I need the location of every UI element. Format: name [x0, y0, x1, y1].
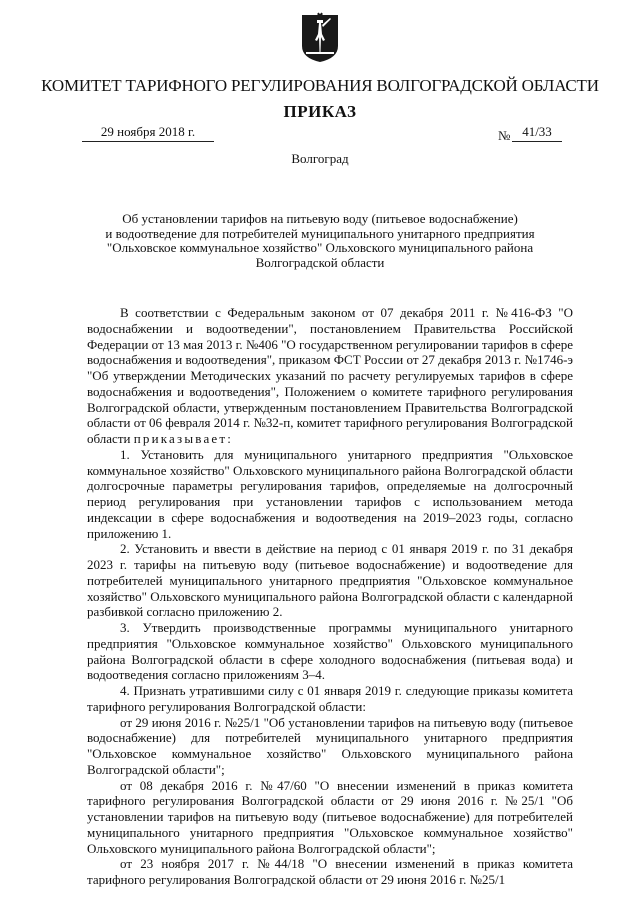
- order-number: 41/33: [512, 124, 562, 142]
- repealed-order-1: от 29 июня 2016 г. №25/1 "Об установлении тарифов на питьевую воду (питьевое водоснабжение) для потребителей муниципального унитарного предприятия "Ольховское коммунальное хозяйство" Ольховского муниципального района Волгоградской области";: [87, 714, 573, 777]
- subject-line: "Ольховское коммунальное хозяйство" Ольховского муниципального района: [106, 240, 534, 256]
- subject-line: и водоотведение для потребителей муниципального унитарного предприятия: [105, 225, 535, 241]
- committee-name: КОМИТЕТ ТАРИФНОГО РЕГУЛИРОВАНИЯ ВОЛГОГРАДСКОЙ ОБЛАСТИ: [41, 76, 599, 95]
- subject-line: Об установлении тарифов на питьевую воду (питьевое водоснабжение): [122, 211, 518, 226]
- body-paragraph-3: 3. Утвердить производственные программы муниципального унитарного предприятия "Ольховское коммунальное хозяйство" Ольховского муниципального района Волгоградской области в сфере холодного водоснабжения (питьевая вода) и водоотведения согласно приложениям 3–4.: [87, 620, 573, 683]
- preamble-text: В соответствии с Федеральным законом от 07 декабря 2011 г. №416-ФЗ "О водоснабжении и водоотведении", постановлением Правительства Российской Федерации от 13 мая 2013 г. №406 "О государственном регулировании тарифов в сфере водоснабжения и водоотведения", приказом ФСТ России от 27 декабря 2013 г. №1746-э "Об утверждении Методических указаний по расчету регулируемых тарифов в сфере водоснабжения и водоотведения", Положением о комитете тарифного регулирования Волгоградской области, утвержденным постановлением Правительства Волгоградской области от 06 февраля 2014 г. №32-п, комитет тарифного регулирования Волгоградской области: [87, 305, 573, 446]
- body-paragraph-4: 4. Признать утратившими силу с 01 января 2019 г. следующие приказы комитета тарифного регулирования Волгоградской области:: [87, 683, 573, 714]
- order-number-sign: №: [498, 128, 511, 143]
- city-name: Волгоград: [291, 151, 349, 166]
- order-body: [87, 305, 573, 888]
- order-date: 29 ноября 2018 г.: [82, 124, 214, 142]
- volgograd-coat-of-arms-icon: [300, 12, 340, 64]
- orders-word: приказывает:: [133, 431, 234, 446]
- repealed-order-2: от 08 декабря 2016 г. №47/60 "О внесении изменений в приказ комитета тарифного регулирования Волгоградской области от 29 июня 2016 г. №25/1 "Об установлении тарифов на питьевую воду (питьевое водоснабжение) для потребителей муниципального унитарного предприятия "Ольховское коммунальное хозяйство" Ольховского муниципального района Волгоградской области";: [87, 777, 573, 856]
- order-subject: [60, 212, 580, 270]
- subject-line: Волгоградской области: [255, 254, 385, 270]
- repealed-order-3: от 23 ноября 2017 г. №44/18 "О внесении изменений в приказ комитета тарифного регулирования Волгоградской области от 29 июня 2016 г. №25/1: [87, 856, 573, 887]
- body-paragraph-1: 1. Установить для муниципального унитарного предприятия "Ольховское коммунальное хозяйство" Ольховского муниципального района Волгоградской области долгосрочные параметры регулирования тарифов, определяемые на долгосрочный период регулирования при установлении тарифов с использованием метода индексации в сфере водоснабжения и водоотведения на 2019–2023 годы, согласно приложению 1.: [87, 446, 573, 541]
- body-paragraph-2: 2. Установить и ввести в действие на период с 01 января 2019 г. по 31 декабря 2023 г. тарифы на питьевую воду (питьевое водоснабжение) и водоотведение для потребителей муниципального унитарного предприятия "Ольховское коммунальное хозяйство" Ольховского муниципального района Волгоградской области с календарной разбивкой согласно приложению 2.: [87, 541, 573, 620]
- document-type-title: ПРИКАЗ: [283, 102, 357, 121]
- preamble-paragraph: [87, 305, 573, 447]
